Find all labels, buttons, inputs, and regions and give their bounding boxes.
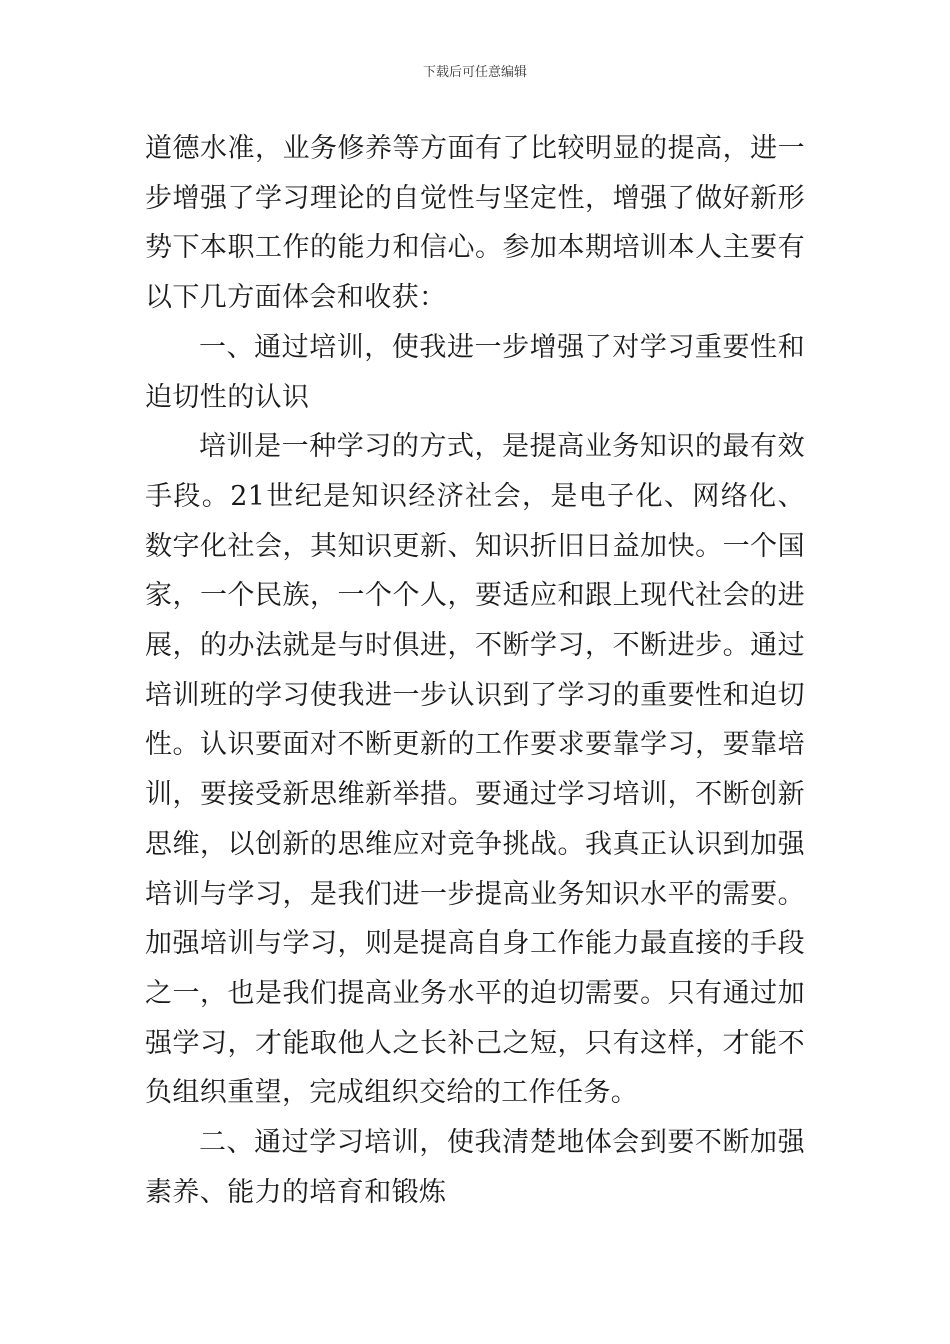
section-heading-2: 二、通过学习培训，使我清楚地体会到要不断加强素养、能力的培育和锻炼 [145,1127,805,1208]
paragraph-section-1-body: 培训是一种学习的方式，是提高业务知识的最有效手段。21世纪是知识经济社会，是电子化、网络化、数字化社会，其知识更新、知识折旧日益加快。一个国家，一个民族，一个个人，要适应和跟上现代社会的进展，的办法就是与时俱进，不断学习，不断进步。通过培训班的学习使我进一步认识到了学习的重要性和迫切性。认识要面对不断更新的工作要求要靠学习，要靠培训，要接受新思维新举措。要通过学习培训，不断创新思维，以创新的思维应对竞争挑战。我真正认识到加强培训与学习，是我们进一步提高业务知识水平的需要。加强培训与学习，则是提高自身工作能力最直接的手段之一，也是我们提高业务水平的迫切需要。只有通过加强学习，才能取他人之长补己之短，只有这样，才能不负组织重望，完成组织交给的工作任务。 [145,431,805,1109]
header-note: 下载后可任意编辑 [422,65,527,80]
section-heading-1: 一、通过培训，使我进一步增强了对学习重要性和迫切性的认识 [145,331,805,413]
paragraph-intro-continuation: 道德水准，业务修养等方面有了比较明显的提高，进一步增强了学习理论的自觉性与坚定性，增强了做好新形势下本职工作的能力和信心。参加本期培训本人主要有以下几方面体会和收获： [145,133,805,314]
document-body [145,124,805,1217]
